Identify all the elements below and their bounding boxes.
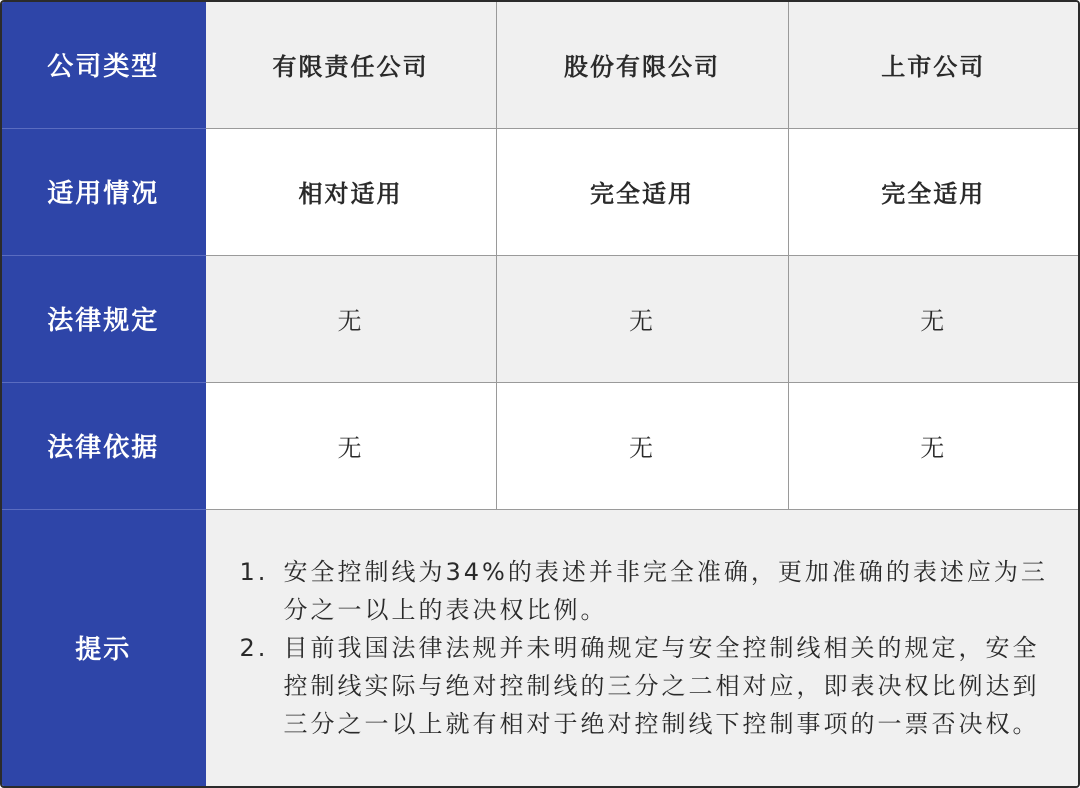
- table-cell: 无: [788, 382, 1078, 509]
- table-row-legal-provision: [2, 255, 1078, 382]
- row-header-company-type: 公司类型: [2, 2, 205, 128]
- tip-item-1: [240, 553, 1049, 629]
- table-cell: 无: [205, 382, 496, 509]
- table-cell: 相对适用: [205, 128, 496, 255]
- tip-text: 安全控制线为34%的表述并非完全准确，更加准确的表述应为三分之一以上的表决权比例。: [283, 557, 1048, 624]
- row-header-applicability: 适用情况: [2, 128, 205, 255]
- table-cell: 无: [788, 255, 1078, 382]
- table-cell: 完全适用: [496, 128, 788, 255]
- tip-item-2: [240, 629, 1049, 743]
- table-row-tips: [2, 509, 1078, 786]
- tip-number: 2.: [239, 633, 269, 662]
- tip-number: 1.: [239, 557, 269, 586]
- table-row-company-type: [2, 2, 1078, 128]
- tips-list: [240, 553, 1049, 743]
- table-row-legal-basis: [2, 382, 1078, 509]
- row-header-legal-basis: 法律依据: [2, 382, 205, 509]
- tips-content: [205, 509, 1078, 786]
- table-cell: 完全适用: [788, 128, 1078, 255]
- company-comparison-table: [2, 2, 1078, 786]
- table-row-applicability: [2, 128, 1078, 255]
- table-cell: 无: [496, 382, 788, 509]
- column-header-joint-stock: 股份有限公司: [496, 2, 788, 128]
- tip-text: 目前我国法律法规并未明确规定与安全控制线相关的规定，安全控制线实际与绝对控制线的三分之二相对应，即表决权比例达到三分之一以上就有相对于绝对控制线下控制事项的一票否决权。: [283, 633, 1040, 738]
- row-header-legal-provision: 法律规定: [2, 255, 205, 382]
- row-header-tips: 提示: [2, 509, 205, 786]
- column-header-llc: 有限责任公司: [205, 2, 496, 128]
- column-header-listed: 上市公司: [788, 2, 1078, 128]
- table-cell: 无: [205, 255, 496, 382]
- table-cell: 无: [496, 255, 788, 382]
